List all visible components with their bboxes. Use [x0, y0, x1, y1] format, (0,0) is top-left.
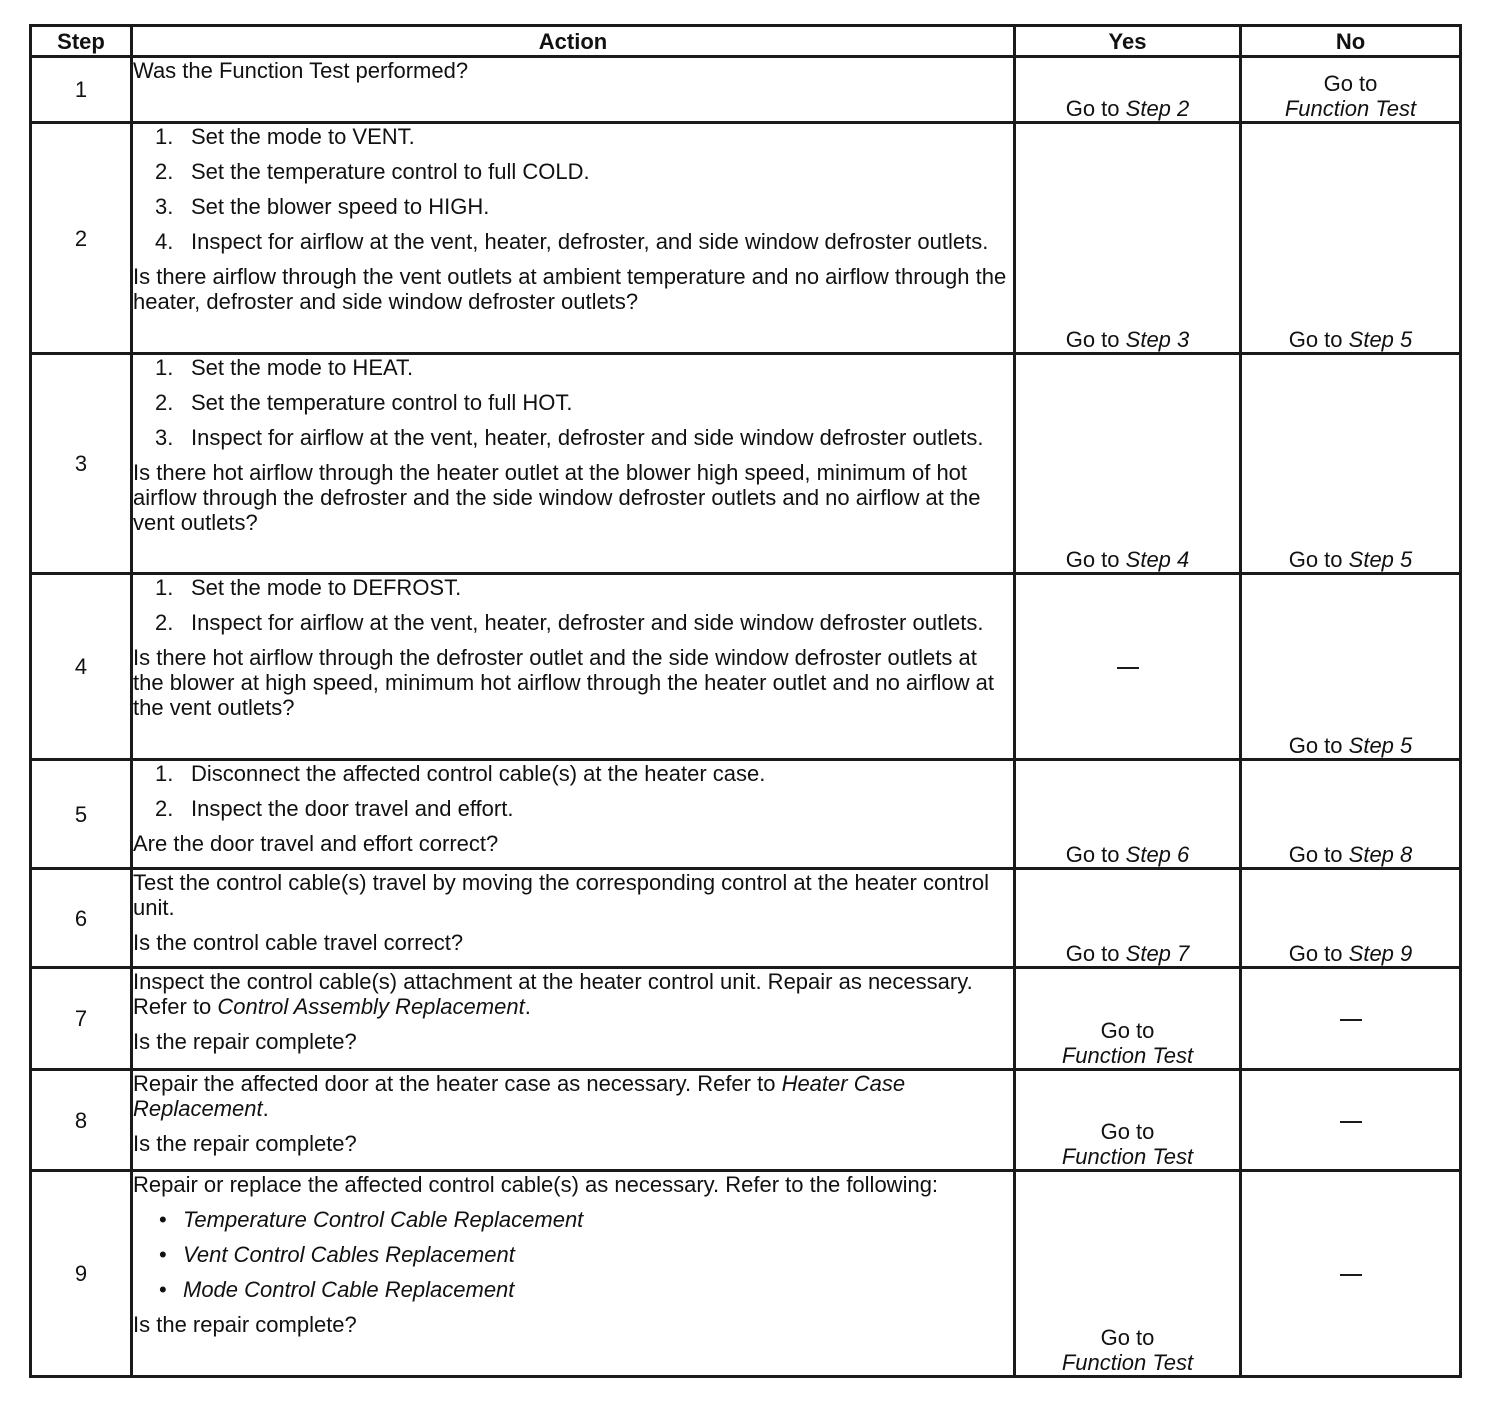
item-text: Set the blower speed to HIGH.: [191, 194, 490, 219]
list-item: [133, 425, 1013, 450]
no-prefix: Go to: [1288, 327, 1343, 352]
list-item: [133, 124, 1013, 149]
action-cell: [132, 123, 1015, 354]
action-text: [133, 1071, 1013, 1121]
item-text: Inspect for airflow at the vent, heater, defroster, and side window defroster outlets.: [191, 229, 989, 254]
yes-prefix: Go to: [1065, 327, 1120, 352]
question-text: Are the door travel and effort correct?: [133, 831, 499, 856]
step-number: 3: [31, 354, 132, 574]
yes-line1: Go to: [1100, 1119, 1155, 1144]
item-number: 1.: [155, 355, 174, 380]
item-text: Temperature Control Cable Replacement: [183, 1207, 584, 1232]
item-text: Set the temperature control to full HOT.: [191, 390, 573, 415]
yes-line2: Function Test: [1061, 1350, 1194, 1375]
header-yes: Yes: [1015, 26, 1241, 57]
bullet-icon: •: [159, 1277, 167, 1302]
numbered-list: [133, 355, 1013, 450]
bullet-icon: •: [159, 1207, 167, 1232]
item-number: 3.: [155, 194, 174, 219]
yes-cell: [1015, 968, 1241, 1070]
question-text: Is the repair complete?: [133, 1029, 357, 1054]
question-text: Is there hot airflow through the defroster outlet and the side window defroster outlets at the blower at high speed, minimum hot airflow through the heater outlet and no airflow at the vent outlets?: [133, 645, 994, 720]
diagnostic-table: [29, 24, 1462, 1378]
bullet-list: [133, 1207, 1013, 1302]
item-text: Inspect for airflow at the vent, heater, defroster and side window defroster outlets.: [191, 425, 984, 450]
item-text: Set the temperature control to full COLD.: [191, 159, 590, 184]
yes-line1: Go to: [1100, 1018, 1155, 1043]
list-item: [133, 1207, 1013, 1232]
step-number: 1: [31, 57, 132, 123]
list-item: [133, 575, 1013, 600]
no-cell: [1241, 968, 1461, 1070]
item-text: Inspect for airflow at the vent, heater, defroster and side window defroster outlets.: [191, 610, 984, 635]
yes-prefix: Go to: [1065, 547, 1120, 572]
action-cell: [132, 354, 1015, 574]
yes-cell: [1015, 1070, 1241, 1171]
dash-mark: [1340, 1274, 1362, 1276]
list-item: [133, 1277, 1013, 1302]
question-text: Is the repair complete?: [133, 1312, 357, 1337]
no-ref: Step 5: [1348, 547, 1413, 572]
item-number: 1.: [155, 575, 174, 600]
step-number: 4: [31, 574, 132, 760]
list-item: [133, 1242, 1013, 1267]
yes-ref: Step 2: [1125, 96, 1190, 121]
yes-cell: [1015, 123, 1241, 354]
yes-line1: Go to: [1100, 1325, 1155, 1350]
action-cell: [132, 869, 1015, 968]
action-plain: Inspect the control cable(s) attachment at the heater control unit. Repair as necessary. Refer to: [133, 969, 973, 1019]
yes-line2: Function Test: [1061, 1144, 1194, 1169]
table-row: [31, 968, 1461, 1070]
table-row: [31, 574, 1461, 760]
item-number: 2.: [155, 610, 174, 635]
list-item: [133, 159, 1013, 184]
yes-line2: Function Test: [1061, 1043, 1194, 1068]
list-item: [133, 229, 1013, 254]
list-item: [133, 194, 1013, 219]
numbered-list: [133, 761, 1013, 821]
dash-mark: [1117, 667, 1139, 669]
no-line1: Go to: [1323, 71, 1378, 96]
step-number: 2: [31, 123, 132, 354]
action-ref: Heater Case Replacement: [133, 1071, 906, 1121]
table-row: [31, 123, 1461, 354]
question-text: Is there airflow through the vent outlets at ambient temperature and no airflow through the heater, defroster and side window defroster outlets?: [133, 264, 1007, 314]
yes-cell: [1015, 1171, 1241, 1377]
yes-ref: Step 3: [1125, 327, 1190, 352]
item-number: 4.: [155, 229, 174, 254]
action-end: .: [524, 994, 531, 1019]
bullet-icon: •: [159, 1242, 167, 1267]
action-end: .: [262, 1096, 269, 1121]
header-row: [31, 26, 1461, 57]
table-row: [31, 57, 1461, 123]
step-number: 9: [31, 1171, 132, 1377]
list-item: [133, 390, 1013, 415]
action-plain: Repair the affected door at the heater case as necessary. Refer to: [133, 1071, 782, 1096]
action-cell: [132, 57, 1015, 123]
list-item: [133, 355, 1013, 380]
yes-ref: Step 7: [1125, 941, 1190, 966]
no-ref: Step 8: [1348, 842, 1413, 867]
no-cell: [1241, 1171, 1461, 1377]
question-text: Is the repair complete?: [133, 1131, 357, 1156]
yes-cell: [1015, 354, 1241, 574]
dash-mark: [1340, 1121, 1362, 1123]
list-item: [133, 610, 1013, 635]
header-action: Action: [132, 26, 1015, 57]
header-step: Step: [31, 26, 132, 57]
table-row: [31, 1171, 1461, 1377]
yes-ref: Step 6: [1125, 842, 1190, 867]
item-number: 3.: [155, 425, 174, 450]
yes-ref: Step 4: [1125, 547, 1190, 572]
item-text: Vent Control Cables Replacement: [183, 1242, 515, 1267]
dash-mark: [1340, 1019, 1362, 1021]
item-number: 1.: [155, 761, 174, 786]
no-prefix: Go to: [1288, 842, 1343, 867]
action-cell: [132, 760, 1015, 869]
item-number: 1.: [155, 124, 174, 149]
item-text: Disconnect the affected control cable(s) at the heater case.: [191, 761, 766, 786]
action-cell: [132, 968, 1015, 1070]
item-number: 2.: [155, 390, 174, 415]
no-cell: [1241, 354, 1461, 574]
action-text: Test the control cable(s) travel by moving the corresponding control at the heater control unit.: [133, 870, 990, 920]
question-text: Is there hot airflow through the heater outlet at the blower high speed, minimum of hot airflow through the defroster and the side window defroster outlets and no airflow at the vent outlets?: [133, 460, 981, 535]
yes-cell: [1015, 574, 1241, 760]
no-cell: [1241, 869, 1461, 968]
numbered-list: [133, 575, 1013, 635]
action-cell: [132, 1070, 1015, 1171]
yes-prefix: Go to: [1065, 941, 1120, 966]
no-prefix: Go to: [1288, 733, 1343, 758]
numbered-list: [133, 124, 1013, 254]
no-cell: [1241, 57, 1461, 123]
table-row: [31, 354, 1461, 574]
yes-cell: [1015, 869, 1241, 968]
yes-cell: [1015, 57, 1241, 123]
no-cell: [1241, 1070, 1461, 1171]
action-text: [133, 969, 1013, 1019]
no-line2: Function Test: [1284, 96, 1417, 121]
list-item: [133, 796, 1013, 821]
list-item: [133, 761, 1013, 786]
step-number: 8: [31, 1070, 132, 1171]
action-cell: [132, 574, 1015, 760]
header-no: No: [1241, 26, 1461, 57]
yes-prefix: Go to: [1065, 842, 1120, 867]
table-row: [31, 760, 1461, 869]
no-prefix: Go to: [1288, 547, 1343, 572]
no-cell: [1241, 760, 1461, 869]
item-text: Set the mode to HEAT.: [191, 355, 414, 380]
item-number: 2.: [155, 159, 174, 184]
no-ref: Step 9: [1348, 941, 1413, 966]
action-text: Was the Function Test performed?: [133, 58, 469, 83]
action-cell: [132, 1171, 1015, 1377]
no-prefix: Go to: [1288, 941, 1343, 966]
table-row: [31, 1070, 1461, 1171]
item-text: Inspect the door travel and effort.: [191, 796, 514, 821]
step-number: 7: [31, 968, 132, 1070]
yes-prefix: Go to: [1065, 96, 1120, 121]
item-text: Set the mode to VENT.: [191, 124, 415, 149]
question-text: Is the control cable travel correct?: [133, 930, 464, 955]
no-ref: Step 5: [1348, 327, 1413, 352]
action-text: Repair or replace the affected control cable(s) as necessary. Refer to the following:: [133, 1172, 939, 1197]
no-ref: Step 5: [1348, 733, 1413, 758]
no-cell: [1241, 574, 1461, 760]
item-number: 2.: [155, 796, 174, 821]
item-text: Set the mode to DEFROST.: [191, 575, 462, 600]
step-number: 5: [31, 760, 132, 869]
step-number: 6: [31, 869, 132, 968]
table-row: [31, 869, 1461, 968]
no-cell: [1241, 123, 1461, 354]
action-ref: Control Assembly Replacement: [217, 994, 525, 1019]
item-text: Mode Control Cable Replacement: [183, 1277, 515, 1302]
yes-cell: [1015, 760, 1241, 869]
